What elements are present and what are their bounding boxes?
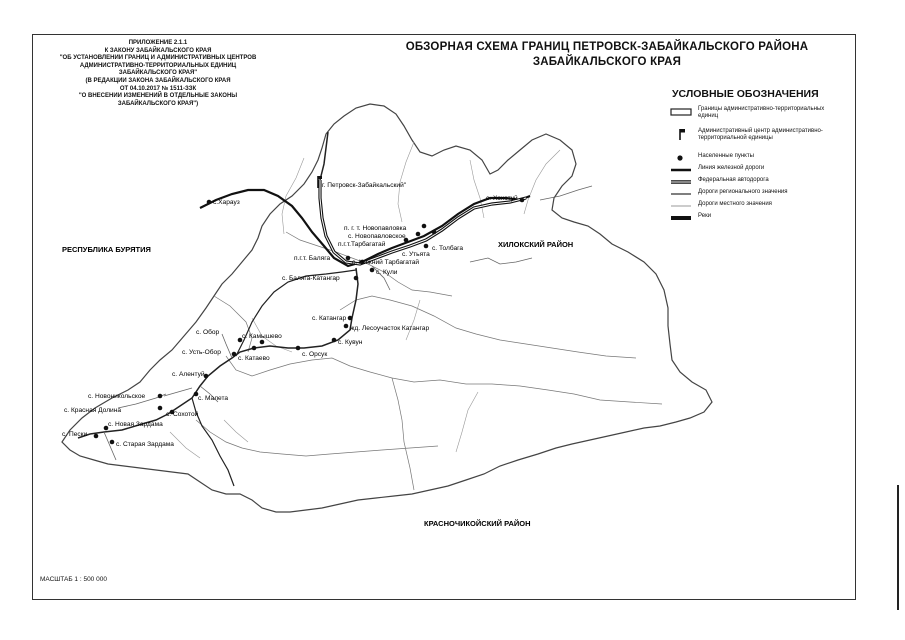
settlement-dot: [370, 268, 375, 273]
place-label-nizhniy-tarbagatay: с. Нижний Тарбагатай: [352, 259, 420, 266]
legend-label: Дороги регионального значения: [698, 189, 788, 195]
settlement-dot: [232, 352, 237, 357]
law-header-line: "ОБ УСТАНОВЛЕНИИ ГРАНИЦ И АДМИНИСТРАТИВНЫХ ЦЕНТРОВ: [59, 55, 257, 62]
settlement-dot: [296, 346, 301, 351]
map-title-line-2: ЗАБАЙКАЛЬСКОГО КРАЯ: [532, 56, 682, 68]
place-label-kuvun: с. Кувун: [338, 339, 363, 346]
settlement-dot: [252, 346, 257, 351]
place-label-kharauz: с.Харауз: [213, 199, 240, 206]
place-label-novopavlovka: п. г. т. Новопавловка: [344, 225, 407, 232]
region-label-buryatia: РЕСПУБЛИКА БУРЯТИЯ: [62, 245, 151, 254]
place-label-katayevo: с. Катаево: [238, 355, 270, 362]
settlement-dot: [422, 224, 427, 229]
place-label-balyaga: п.г.т. Баляга: [294, 255, 331, 262]
place-label-tarbagatay: п.г.т.Тарбагатай: [338, 241, 386, 248]
law-header-line: ЗАБАЙКАЛЬСКОГО КРАЯ": [118, 70, 198, 77]
legend-title: УСЛОВНЫЕ ОБОЗНАЧЕНИЯ: [672, 88, 819, 100]
settlement-dot: [94, 434, 99, 439]
place-label-krasnaya-dolina: с. Красная Долина: [64, 407, 122, 414]
law-header-line: ЗАБАЙКАЛЬСКОГО КРАЯ"): [117, 100, 199, 107]
settlement-dot: [432, 230, 437, 235]
place-label-balyaga-katangar: с. Баляга-Катангар: [282, 275, 340, 282]
law-header-line: "О ВНЕСЕНИИ ИЗМЕНЕНИЙ В ОТДЕЛЬНЫЕ ЗАКОНЫ: [78, 93, 238, 100]
law-header-line: ПРИЛОЖЕНИЕ 2.1.1: [128, 40, 188, 46]
legend-label: Линия железной дороги: [698, 165, 765, 171]
settlement-dot: [207, 200, 212, 205]
legend-label: Дороги местного значения: [698, 201, 772, 207]
legend-label: Административный центр административно-территориальной единицы: [698, 128, 823, 141]
settlement-dot: [520, 198, 525, 203]
district-boundary: [62, 104, 712, 512]
settlement-dot: [158, 406, 163, 411]
place-label-novaya-zardama: с. Новая Зардама: [108, 421, 163, 428]
law-header-line: ОТ 04.10.2017 № 1511-ЗЗК: [119, 85, 197, 92]
settlement-dot: [332, 338, 337, 343]
region-label-krasnochikoy: КРАСНОЧИКОЙСКИЙ РАЙОН: [424, 519, 531, 528]
place-label-utyata: с. Утьята: [402, 251, 430, 258]
place-label-maleta: с. Малета: [198, 395, 229, 402]
place-label-alentuy: с. Алентуй: [172, 371, 205, 378]
place-label-novopavlovskoe: с. Новопавловское: [348, 233, 406, 240]
settlement-markers: [94, 198, 525, 445]
settlement-dot: [346, 256, 351, 261]
settlement-dot: [348, 316, 353, 321]
law-header-line: АДМИНИСТРАТИВНО-ТЕРРИТОРИАЛЬНЫХ ЕДИНИЦ: [79, 62, 237, 69]
legend-label: Федеральная автодорога: [698, 177, 769, 183]
place-label-staraya-zardama: с. Старая Зардама: [116, 441, 174, 448]
place-label-tolbaga: с. Толбага: [432, 245, 464, 252]
place-label-khokhotuy: с. Хохотуй: [486, 195, 518, 202]
local-roads: [104, 266, 390, 460]
law-header-line: (В РЕДАКЦИИ ЗАКОНА ЗАБАЙКАЛЬСКОГО КРАЯ: [85, 77, 231, 84]
place-label-pesky: с. Пески: [62, 431, 88, 438]
place-label-orsuk: с. Орсук: [302, 351, 328, 358]
settlement-dot: [158, 394, 163, 399]
settlement-dot: [344, 324, 349, 329]
map-scale: МАСШТАБ 1 : 500 000: [40, 576, 107, 583]
map-title-line-1: ОБЗОРНАЯ СХЕМА ГРАНИЦ ПЕТРОВСК-ЗАБАЙКАЛЬСКОГО РАЙОНА: [405, 41, 809, 53]
place-label-ust-obor: с. Усть-Обор: [182, 349, 221, 356]
legend-label: Реки: [698, 213, 712, 219]
place-label-petrovsk: г. Петровск-Забайкальский": [322, 182, 407, 189]
settlement-dot: [260, 340, 265, 345]
law-header-line: К ЗАКОНУ ЗАБАЙКАЛЬСКОГО КРАЯ: [104, 47, 212, 54]
place-label-kuli: с. Кули: [376, 269, 398, 276]
settlement-dot: [424, 244, 429, 249]
legend-label: Границы административно-территориальных единиц: [698, 106, 825, 119]
place-label-novonikolsk: с. Новоникольское: [88, 393, 146, 400]
settlement-dot: [354, 276, 359, 281]
settlement-dot: [110, 440, 115, 445]
place-label-lesouchastok: жд. Лесоучасток Катангар: [350, 325, 430, 332]
region-label-khilok: ХИЛОКСКИЙ РАЙОН: [498, 240, 574, 249]
place-label-katangar: с. Катангар: [312, 315, 347, 322]
legend-label: Населенные пункты: [698, 153, 754, 159]
place-label-kamyshevo: с. Камышево: [242, 333, 282, 340]
place-label-obor: с. Обор: [196, 329, 220, 336]
place-label-sokhotoy: с. Сохотой: [166, 411, 199, 418]
river-network: [170, 142, 560, 458]
settlement-dot: [416, 232, 421, 237]
